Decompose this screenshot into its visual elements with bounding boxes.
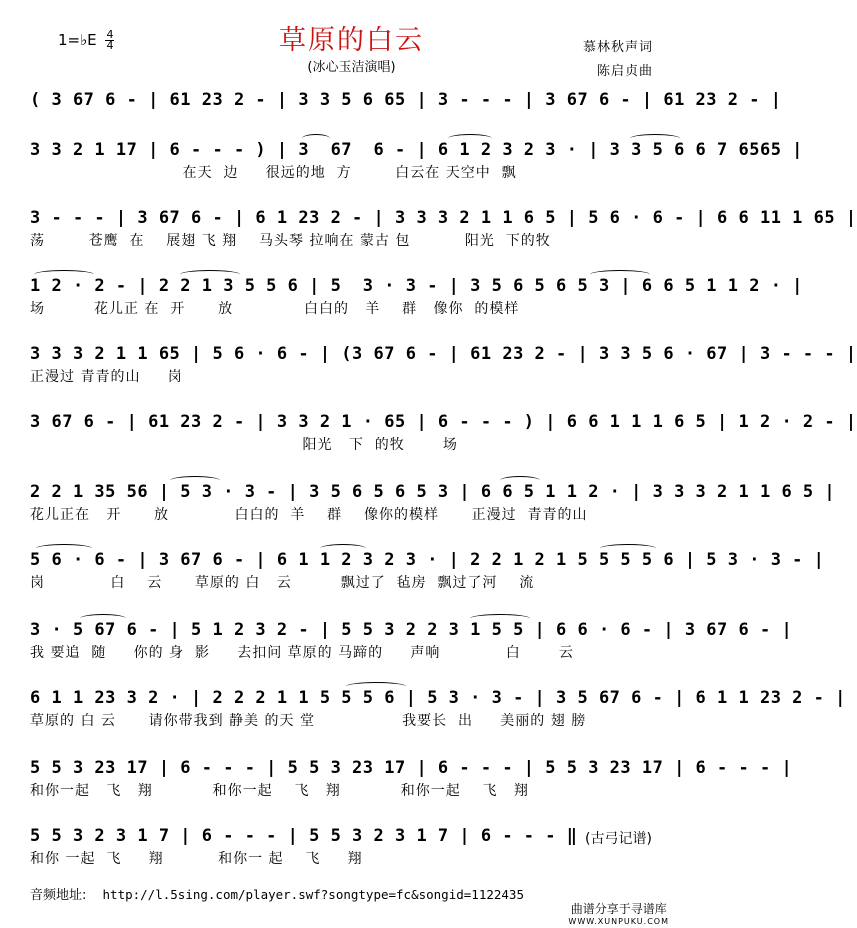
notation-line: 3 3 2 1 17 | 6 - - - ) | 3 67 6 - | 6 1 2 3 2 3 · | 3 3 5 6 6 7 6565 | — [30, 140, 803, 160]
notation-line: 3 · 5 67 6 - | 5 1 2 3 2 - | 5 5 3 2 2 3 1 5 5 | 6 6 · 6 - | 3 67 6 - | — [30, 620, 793, 640]
transcription-note: (古弓记谱) — [585, 831, 652, 847]
score-system-4 — [30, 276, 803, 318]
score-system-7 — [30, 482, 836, 524]
key-label: 1=♭E — [58, 31, 97, 49]
lyrics-line: 草原的 白 云 请你带我到 静美 的天 堂 我要长 出 美丽的 翅 膀 — [30, 713, 587, 729]
song-title: 草原的白云 — [279, 25, 424, 56]
lyrics-line: 在天 边 很远的地 方 白云在 天空中 飘 — [30, 165, 517, 181]
time-sig-top: 4 — [106, 28, 114, 41]
score-system-2 — [30, 140, 803, 182]
notation-line: 5 6 · 6 - | 3 67 6 - | 6 1 1 2 3 2 3 · | 2 2 1 2 1 5 5 5 5 6 | 5 3 · 3 - | — [30, 550, 825, 570]
score-system-9 — [30, 620, 793, 662]
composer-credit: 陈启贞曲 — [596, 64, 653, 79]
lyrics-line: 荡 苍鹰 在 展翅 飞 翔 马头琴 拉响在 蒙古 包 阳光 下的牧 — [30, 233, 551, 249]
lyrics-line: 正漫过 青青的山 岗 — [30, 369, 183, 385]
lyrics-line: 阳光 下 的牧 场 — [30, 437, 458, 453]
watermark-line1: 曲谱分享于寻谱库 — [570, 902, 667, 916]
notation-line: 5 5 3 2 3 1 7 | 6 - - - | 5 5 3 2 3 1 7 | 6 - - - ‖ — [30, 826, 578, 846]
watermark-line2: WWW.XUNPUKU.COM — [568, 917, 669, 926]
audio-address — [30, 884, 524, 903]
notation-line: 3 3 3 2 1 1 65 | 5 6 · 6 - | (3 67 6 - | 61 23 2 - | 3 3 5 6 · 67 | 3 - - - | — [30, 344, 857, 364]
lyrics-line: 花儿正在 开 放 白白的 羊 群 像你的模样 正漫过 青青的山 — [30, 507, 588, 523]
notation-line: ( 3 67 6 - | 61 23 2 - | 3 3 5 6 65 | 3 - - - | 3 67 6 - | 61 23 2 - | — [30, 90, 782, 110]
score-system-5 — [30, 344, 857, 386]
score-system-6 — [30, 412, 857, 454]
score-system-10 — [30, 688, 846, 730]
notation-line: 3 67 6 - | 61 23 2 - | 3 3 2 1 · 65 | 6 - - - ) | 6 6 1 1 1 6 5 | 1 2 · 2 - | — [30, 412, 857, 432]
score-system-11 — [30, 758, 793, 800]
lyrics-line: 和你一起 飞 翔 和你一起 飞 翔 和你一起 飞 翔 — [30, 783, 529, 799]
notation-line: 1 2 · 2 - | 2 2 1 3 5 5 6 | 5 3 · 3 - | 3 5 6 5 6 5 3 | 6 6 5 1 1 2 · | — [30, 276, 803, 296]
lyrics-line: 岗 白 云 草原的 白 云 飘过了 毡房 飘过了河 流 — [30, 575, 535, 591]
score-system-3 — [30, 208, 857, 250]
lyrics-line: 和你 一起 飞 翔 和你一 起 飞 翔 — [30, 851, 363, 867]
performer: (冰心玉洁演唱) — [307, 60, 396, 75]
notation-line: 6 1 1 23 3 2 · | 2 2 2 1 1 5 5 5 6 | 5 3 · 3 - | 3 5 67 6 - | 6 1 1 23 2 - | — [30, 688, 846, 708]
score-system-1 — [30, 90, 782, 110]
notation-line: 2 2 1 35 56 | 5 3 · 3 - | 3 5 6 5 6 5 3 | 6 6 5 1 1 2 · | 3 3 3 2 1 1 6 5 | — [30, 482, 836, 502]
audio-label: 音频地址: — [30, 888, 87, 903]
notation-line: 3 - - - | 3 67 6 - | 6 1 23 2 - | 3 3 3 2 1 1 6 5 | 5 6 · 6 - | 6 6 11 1 65 | — [30, 208, 857, 228]
notation-line: 5 5 3 23 17 | 6 - - - | 5 5 3 23 17 | 6 - - - | 5 5 3 23 17 | 6 - - - | — [30, 758, 793, 778]
score-system-8 — [30, 550, 825, 592]
lyricist-credit: 慕林秋声词 — [582, 40, 653, 55]
lyrics-line: 我 要追 随 你的 身 影 去扣问 草原的 马蹄的 声响 白 云 — [30, 645, 574, 661]
site-watermark — [568, 900, 669, 926]
audio-url-link[interactable]: http://l.5sing.com/player.swf?songtype=fc&songid=1122435 — [102, 887, 524, 902]
time-sig-bottom: 4 — [106, 39, 114, 52]
lyrics-line: 场 花儿正 在 开 放 白白的 羊 群 像你 的模样 — [30, 301, 520, 317]
